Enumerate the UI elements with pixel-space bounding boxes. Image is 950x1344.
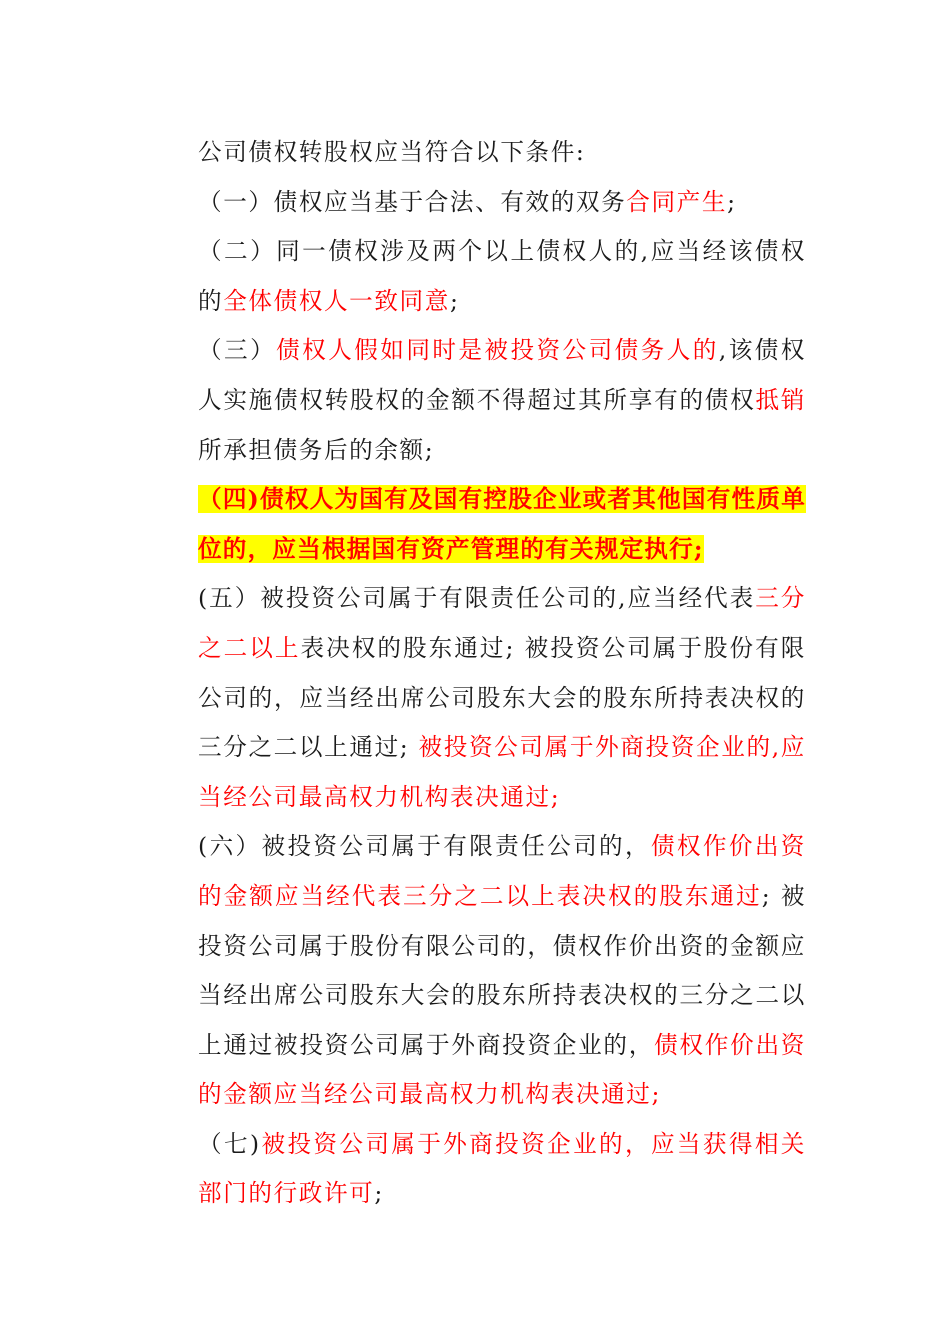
item-5-text-b: 表决权的股东通过; 被投资公司属于股份有限公司的，应当经出席公司股东大会的股东所持表决权的三分之二以上通过; [198,633,806,762]
item-5-red-a: 三分之二以上 [198,584,806,662]
item-6-text-b: ; 被投资公司属于股份有限公司的，债权作价出资的金额应当经出席公司股东大会的股东所持表决权的三分之二以上通过被投资公司属于外商投资企业的， [198,881,807,1059]
item-4-highlight-text: （四)债权人为国有及国有控股企业或者其他国有性质单位的，应当根据国有资产管理的有关规定执行; [198,485,806,563]
item-5-text-a: (五）被投资公司属于有限责任公司的,应当经代表 [198,584,756,613]
item-7-end: ; [374,1179,384,1208]
item-4-highlighted [146,475,806,574]
item-3-red-b: 抵销 [755,385,807,414]
document-page [146,128,806,1219]
item-7-lead: （七) [198,1129,261,1158]
item-6 [146,822,806,1120]
item-2 [146,227,806,326]
item-2-text: （二）同一债权涉及两个以上债权人的,应当经该债权的 [198,237,806,315]
item-5-red-b: 被投资公司属于外商投资企业的,应当经公司最高权力机构表决通过; [198,733,806,811]
item-7 [146,1120,806,1219]
item-1-end: ; [727,187,737,216]
item-2-red: 全体债权人一致同意 [223,286,450,315]
item-6-red-a: 债权作价出资的金额应当经代表三分之二以上表决权的股东通过 [198,832,806,910]
item-1-red: 合同产生 [626,187,728,216]
item-6-text-a: (六）被投资公司属于有限责任公司的， [198,832,651,861]
item-3-text: ,该债权人实施债权转股权的金额不得超过其所享有的债权 [198,336,806,414]
item-1 [146,178,806,228]
item-7-red: 被投资公司属于外商投资企业的，应当获得相关部门的行政许可 [198,1129,806,1208]
item-2-end: ; [449,286,460,315]
item-3-lead: （三） [198,336,277,365]
item-3-end: 所承担债务后的余额; [198,435,435,464]
item-6-red-b: 债权作价出资的金额应当经公司最高权力机构表决通过; [198,1030,806,1109]
intro-heading: 公司债权转股权应当符合以下条件: [198,138,586,166]
item-5 [146,574,806,822]
item-3-red-a: 债权人假如同时是被投资公司债务人的 [276,336,719,365]
item-3 [146,326,806,475]
item-1-text: （一）债权应当基于合法、有效的双务 [198,187,627,216]
